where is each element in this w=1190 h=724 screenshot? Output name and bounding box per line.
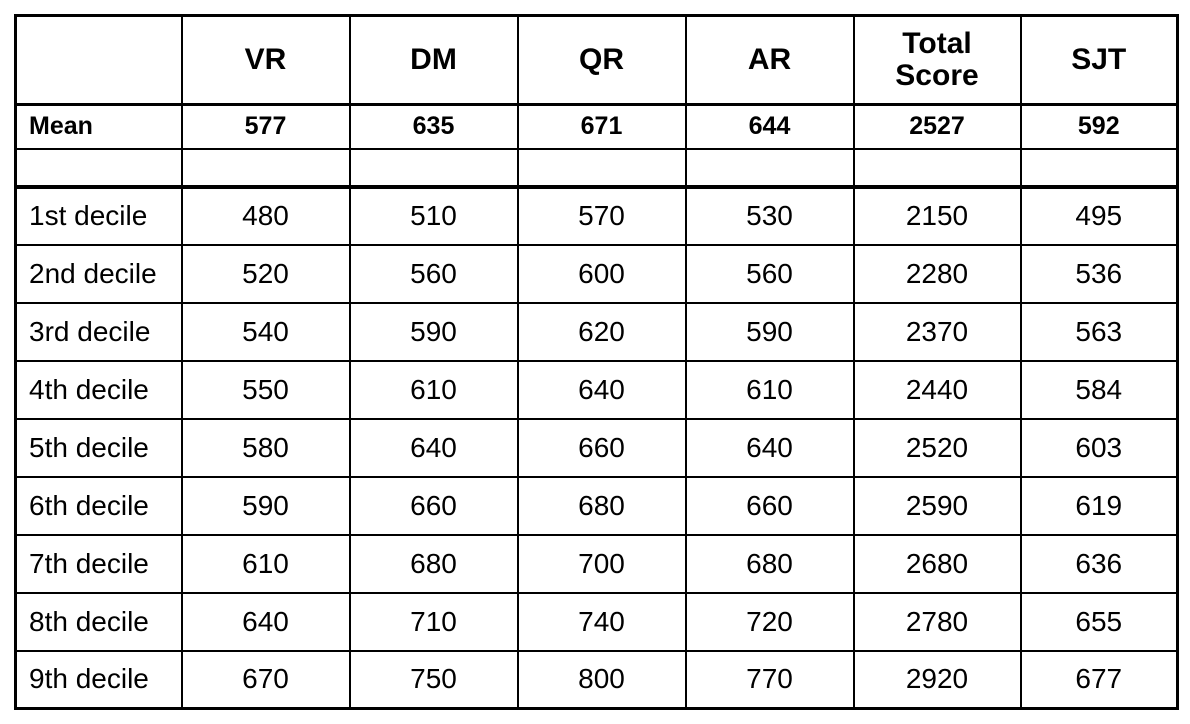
table-row: [16, 593, 1178, 651]
decile-value: 2280: [854, 245, 1021, 303]
decile-value: 590: [686, 303, 854, 361]
mean-value-ar: 644: [686, 105, 854, 149]
decile-value: 750: [350, 651, 518, 709]
decile-value: 640: [518, 361, 686, 419]
column-header-dm: DM: [350, 16, 518, 105]
spacer-row: [16, 149, 1178, 187]
spacer-cell: [182, 149, 350, 187]
decile-value: 610: [350, 361, 518, 419]
decile-label: 8th decile: [16, 593, 182, 651]
table-body: [16, 105, 1178, 709]
mean-value-total-score: 2527: [854, 105, 1021, 149]
table-row: [16, 245, 1178, 303]
column-header-vr: VR: [182, 16, 350, 105]
decile-value: 550: [182, 361, 350, 419]
decile-value: 640: [350, 419, 518, 477]
decile-value: 677: [1021, 651, 1178, 709]
decile-value: 680: [686, 535, 854, 593]
decile-value: 680: [518, 477, 686, 535]
decile-value: 655: [1021, 593, 1178, 651]
decile-label: 6th decile: [16, 477, 182, 535]
decile-label: 3rd decile: [16, 303, 182, 361]
decile-value: 770: [686, 651, 854, 709]
decile-value: 495: [1021, 187, 1178, 245]
decile-label: 2nd decile: [16, 245, 182, 303]
spacer-cell: [686, 149, 854, 187]
decile-value: 480: [182, 187, 350, 245]
decile-value: 2440: [854, 361, 1021, 419]
decile-value: 600: [518, 245, 686, 303]
decile-label: 5th decile: [16, 419, 182, 477]
decile-value: 530: [686, 187, 854, 245]
mean-value-vr: 577: [182, 105, 350, 149]
table-row: [16, 535, 1178, 593]
decile-value: 560: [350, 245, 518, 303]
decile-value: 540: [182, 303, 350, 361]
decile-value: 800: [518, 651, 686, 709]
decile-value: 570: [518, 187, 686, 245]
table-row: [16, 187, 1178, 245]
decile-value: 520: [182, 245, 350, 303]
spacer-cell: [1021, 149, 1178, 187]
decile-value: 610: [182, 535, 350, 593]
decile-value: 660: [350, 477, 518, 535]
decile-value: 610: [686, 361, 854, 419]
table-row: [16, 361, 1178, 419]
decile-value: 680: [350, 535, 518, 593]
decile-label: 1st decile: [16, 187, 182, 245]
table-row: [16, 477, 1178, 535]
decile-value: 619: [1021, 477, 1178, 535]
spacer-cell: [16, 149, 182, 187]
column-header-ar: AR: [686, 16, 854, 105]
column-header-total-score: Total Score: [854, 16, 1021, 105]
mean-row-label: Mean: [16, 105, 182, 149]
table-row: [16, 419, 1178, 477]
mean-value-sjt: 592: [1021, 105, 1178, 149]
decile-value: 536: [1021, 245, 1178, 303]
table-row: [16, 651, 1178, 709]
column-header-qr: QR: [518, 16, 686, 105]
decile-value: 636: [1021, 535, 1178, 593]
spacer-cell: [350, 149, 518, 187]
decile-value: 710: [350, 593, 518, 651]
decile-value: 640: [686, 419, 854, 477]
decile-value: 720: [686, 593, 854, 651]
decile-label: 7th decile: [16, 535, 182, 593]
decile-value: 640: [182, 593, 350, 651]
table-row: [16, 303, 1178, 361]
decile-value: 603: [1021, 419, 1178, 477]
decile-value: 660: [686, 477, 854, 535]
decile-label: 9th decile: [16, 651, 182, 709]
decile-value: 2680: [854, 535, 1021, 593]
spacer-cell: [854, 149, 1021, 187]
header-row: [16, 16, 1178, 105]
decile-value: 590: [182, 477, 350, 535]
score-decile-table: [14, 14, 1179, 710]
header-corner-cell: [16, 16, 182, 105]
decile-value: 560: [686, 245, 854, 303]
decile-value: 510: [350, 187, 518, 245]
column-header-sjt: SJT: [1021, 16, 1178, 105]
decile-value: 670: [182, 651, 350, 709]
decile-label: 4th decile: [16, 361, 182, 419]
mean-value-dm: 635: [350, 105, 518, 149]
mean-value-qr: 671: [518, 105, 686, 149]
decile-value: 740: [518, 593, 686, 651]
decile-value: 563: [1021, 303, 1178, 361]
decile-value: 584: [1021, 361, 1178, 419]
decile-value: 590: [350, 303, 518, 361]
decile-value: 700: [518, 535, 686, 593]
decile-value: 2370: [854, 303, 1021, 361]
mean-row: [16, 105, 1178, 149]
decile-value: 620: [518, 303, 686, 361]
decile-value: 2920: [854, 651, 1021, 709]
decile-value: 580: [182, 419, 350, 477]
decile-value: 660: [518, 419, 686, 477]
decile-value: 2590: [854, 477, 1021, 535]
decile-value: 2520: [854, 419, 1021, 477]
spacer-cell: [518, 149, 686, 187]
decile-value: 2780: [854, 593, 1021, 651]
decile-value: 2150: [854, 187, 1021, 245]
